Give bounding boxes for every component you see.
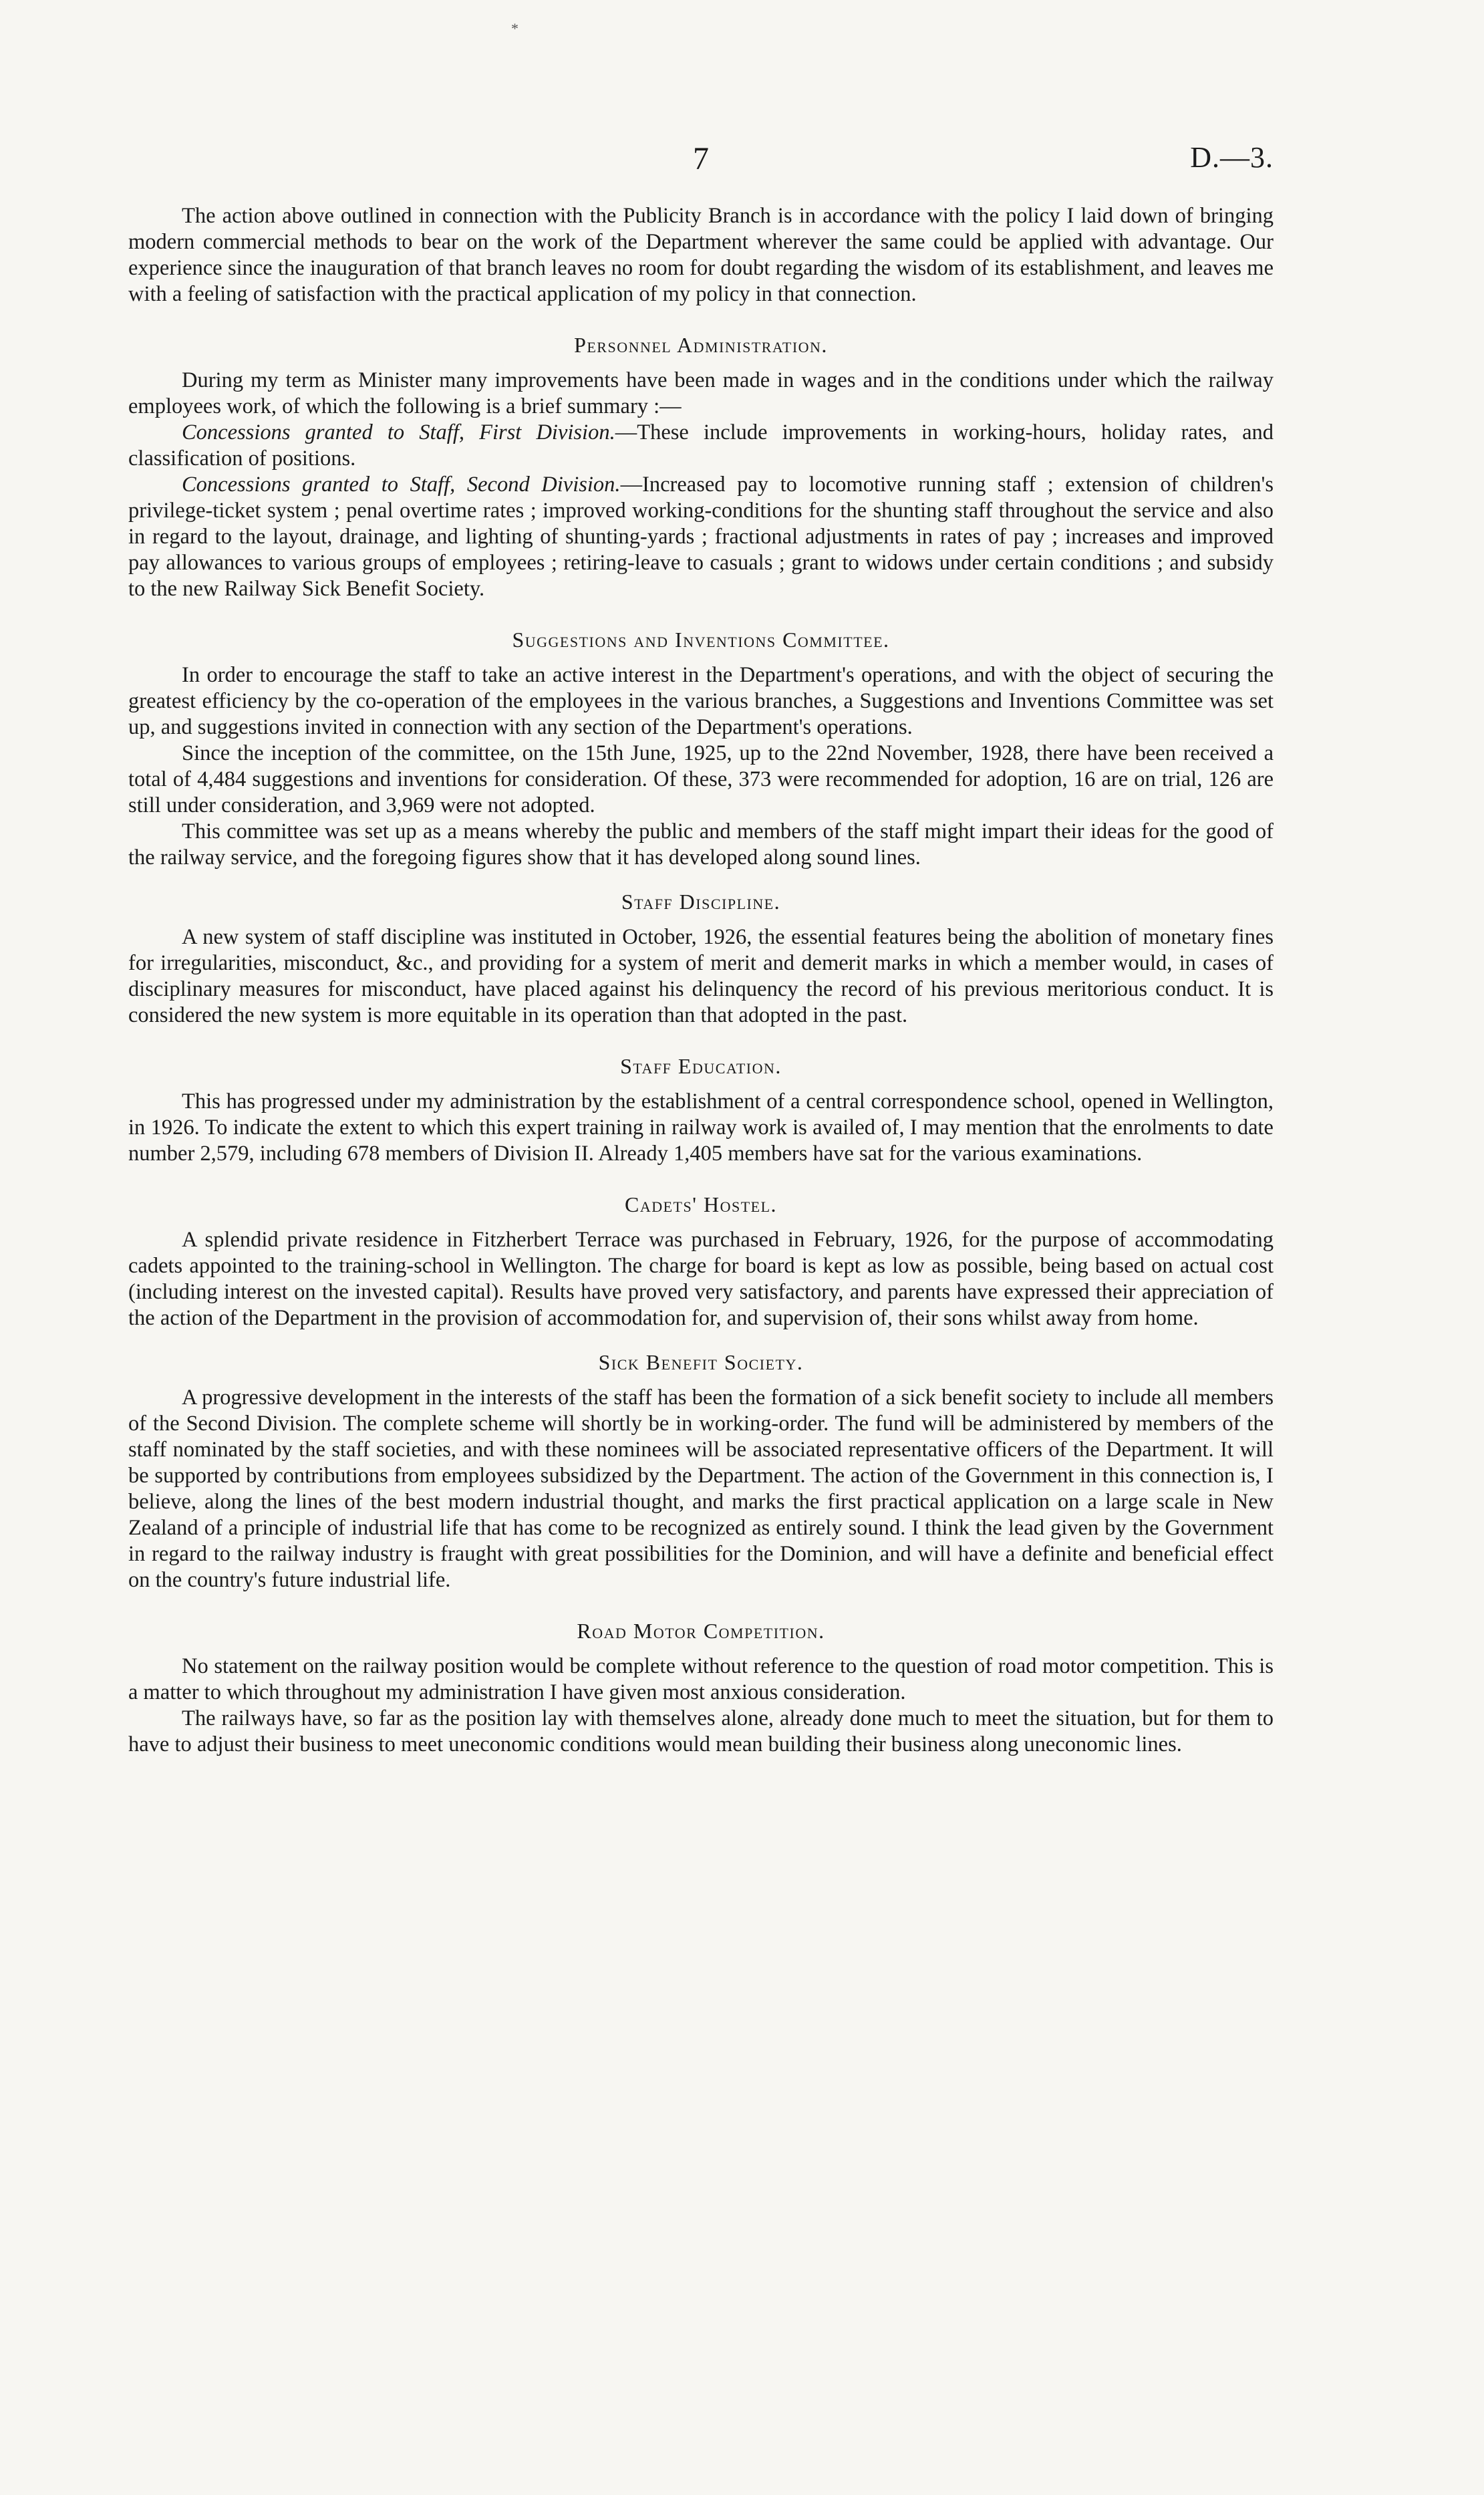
suggestions-paragraph-3: This committee was set up as a means whereby the public and members of the staff might impart their ideas for the good of the railway service, and the foregoing figures show that it has developed along sound lines. bbox=[128, 819, 1274, 870]
personnel-paragraph-3 bbox=[128, 472, 1274, 602]
concessions-second-division-text: —Increased pay to locomotive running staff ; extension of children's privilege-ticket system ; penal overtime rates ; improved working-conditions for the shunting staff throughout the service and also in regard to the layout, drainage, and lighting of shunting-yards ; fractional adjustments in rates of pay ; increases and improved pay allowances to various groups of employees ; retiring-leave to casuals ; grant to widows under certain conditions ; and subsidy to the new Railway Sick Benefit Society. bbox=[128, 473, 1274, 601]
section-heading-education: Staff Education. bbox=[620, 1054, 782, 1078]
intro-paragraph: The action above outlined in connection with the Publicity Branch is in accordance with the policy I laid down of bringing modern commercial methods to bear on the work of the Department wherever the same could be applied with advantage. Our experience since the inauguration of that branch leaves no room for doubt regarding the wisdom of its establishment, and leaves me with a feeling of satisfaction with the practical application of my policy in that connection. bbox=[128, 204, 1274, 306]
road-motor-paragraph-2: The railways have, so far as the position lay with themselves alone, already done much to meet the situation, but for them to have to adjust their business to meet uneconomic conditions would mean building their business along uneconomic lines. bbox=[128, 1706, 1274, 1756]
road-motor-paragraph-1: No statement on the railway position would be complete without reference to the question of road motor competition. This is a matter to which throughout my administration I have given most anxious consideration. bbox=[128, 1654, 1274, 1704]
section-heading-personnel: Personnel Administration. bbox=[574, 333, 828, 357]
section-heading-suggestions: Suggestions and Inventions Committee. bbox=[512, 628, 890, 652]
section-heading-hostel: Cadets' Hostel. bbox=[624, 1192, 778, 1216]
page-reference: D.—3. bbox=[1190, 141, 1274, 174]
stray-mark: * bbox=[511, 20, 518, 37]
suggestions-paragraph-2: Since the inception of the committee, on the 15th June, 1925, up to the 22nd November, 1928, there have been received a total of 4,484 suggestions and inventions for consideration. Of these, 373 were recommended for adoption, 16 are on trial, 126 are still under consideration, and 3,969 were not adopted. bbox=[128, 741, 1274, 817]
personnel-paragraph-2 bbox=[128, 420, 1274, 472]
sick-benefit-paragraph-1: A progressive development in the interests of the staff has been the formation of a sick benefit society to include all members of the Second Division. The complete scheme will shortly be in working-order. The fund will be administered by members of the staff nominated by the staff societies, and with these nominees will be associated representative officers of the Department. It will be supported by contributions from employees subsidized by the Department. The action of the Government in this connection is, I believe, along the lines of the best modern industrial thought, and marks the first practical application on a large scale in New Zealand of a principle of industrial life that has come to be recognized as entirely sound. I think the lead given by the Government in regard to the railway industry is fraught with great possibilities for the Dominion, and will have a definite and beneficial effect on the country's future industrial life. bbox=[128, 1386, 1274, 1592]
section-heading-road-motor: Road Motor Competition. bbox=[577, 1619, 825, 1643]
page-number: 7 bbox=[693, 141, 709, 176]
suggestions-paragraph-1: In order to encourage the staff to take an active interest in the Department's operations, and with the object of securing the greatest efficiency by the co-operation of the employees in the various branches, a Suggestions and Inventions Committee was set up, and suggestions invited in connection with any section of the Department's operations. bbox=[128, 663, 1274, 739]
education-paragraph-1: This has progressed under my administration by the establishment of a central correspondence school, opened in Wellington, in 1926. To indicate the extent to which this expert training in railway work is availed of, I may mention that the enrolments to date number 2,579, including 678 members of Division II. Already 1,405 members have sat for the various examinations. bbox=[128, 1089, 1274, 1166]
concessions-second-division-label: Concessions granted to Staff, Second Division. bbox=[182, 473, 621, 497]
concessions-first-division-text: —These include improvements in working-hours, holiday rates, and classification of positions. bbox=[128, 420, 1274, 471]
document-page bbox=[128, 140, 1274, 1758]
concessions-first-division-label: Concessions granted to Staff, First Division. bbox=[182, 420, 615, 444]
discipline-paragraph-1: A new system of staff discipline was instituted in October, 1926, the essential features being the abolition of monetary fines for irregularities, misconduct, &c., and providing for a system of merit and demerit marks in which a member would, in cases of disciplinary measures for misconduct, have placed against his delinquency the record of his previous meritorious conduct. It is considered the new system is more equitable in its operation than that adopted in the past. bbox=[128, 925, 1274, 1027]
section-heading-discipline: Staff Discipline. bbox=[621, 890, 781, 914]
personnel-paragraph-1: During my term as Minister many improvements have been made in wages and in the conditions under which the railway employees work, of which the following is a brief summary :— bbox=[128, 368, 1274, 418]
section-heading-sick-benefit: Sick Benefit Society. bbox=[598, 1350, 804, 1374]
hostel-paragraph-1: A splendid private residence in Fitzherbert Terrace was purchased in February, 1926, for the purpose of accommodating cadets appointed to the training-school in Wellington. The charge for board is kept as low as possible, being based on actual cost (including interest on the invested capital). Results have proved very satisfactory, and parents have expressed their appreciation of the action of the Department in the provision of accommodation for, and supervision of, their sons whilst away from home. bbox=[128, 1228, 1274, 1330]
page-header bbox=[128, 140, 1274, 180]
